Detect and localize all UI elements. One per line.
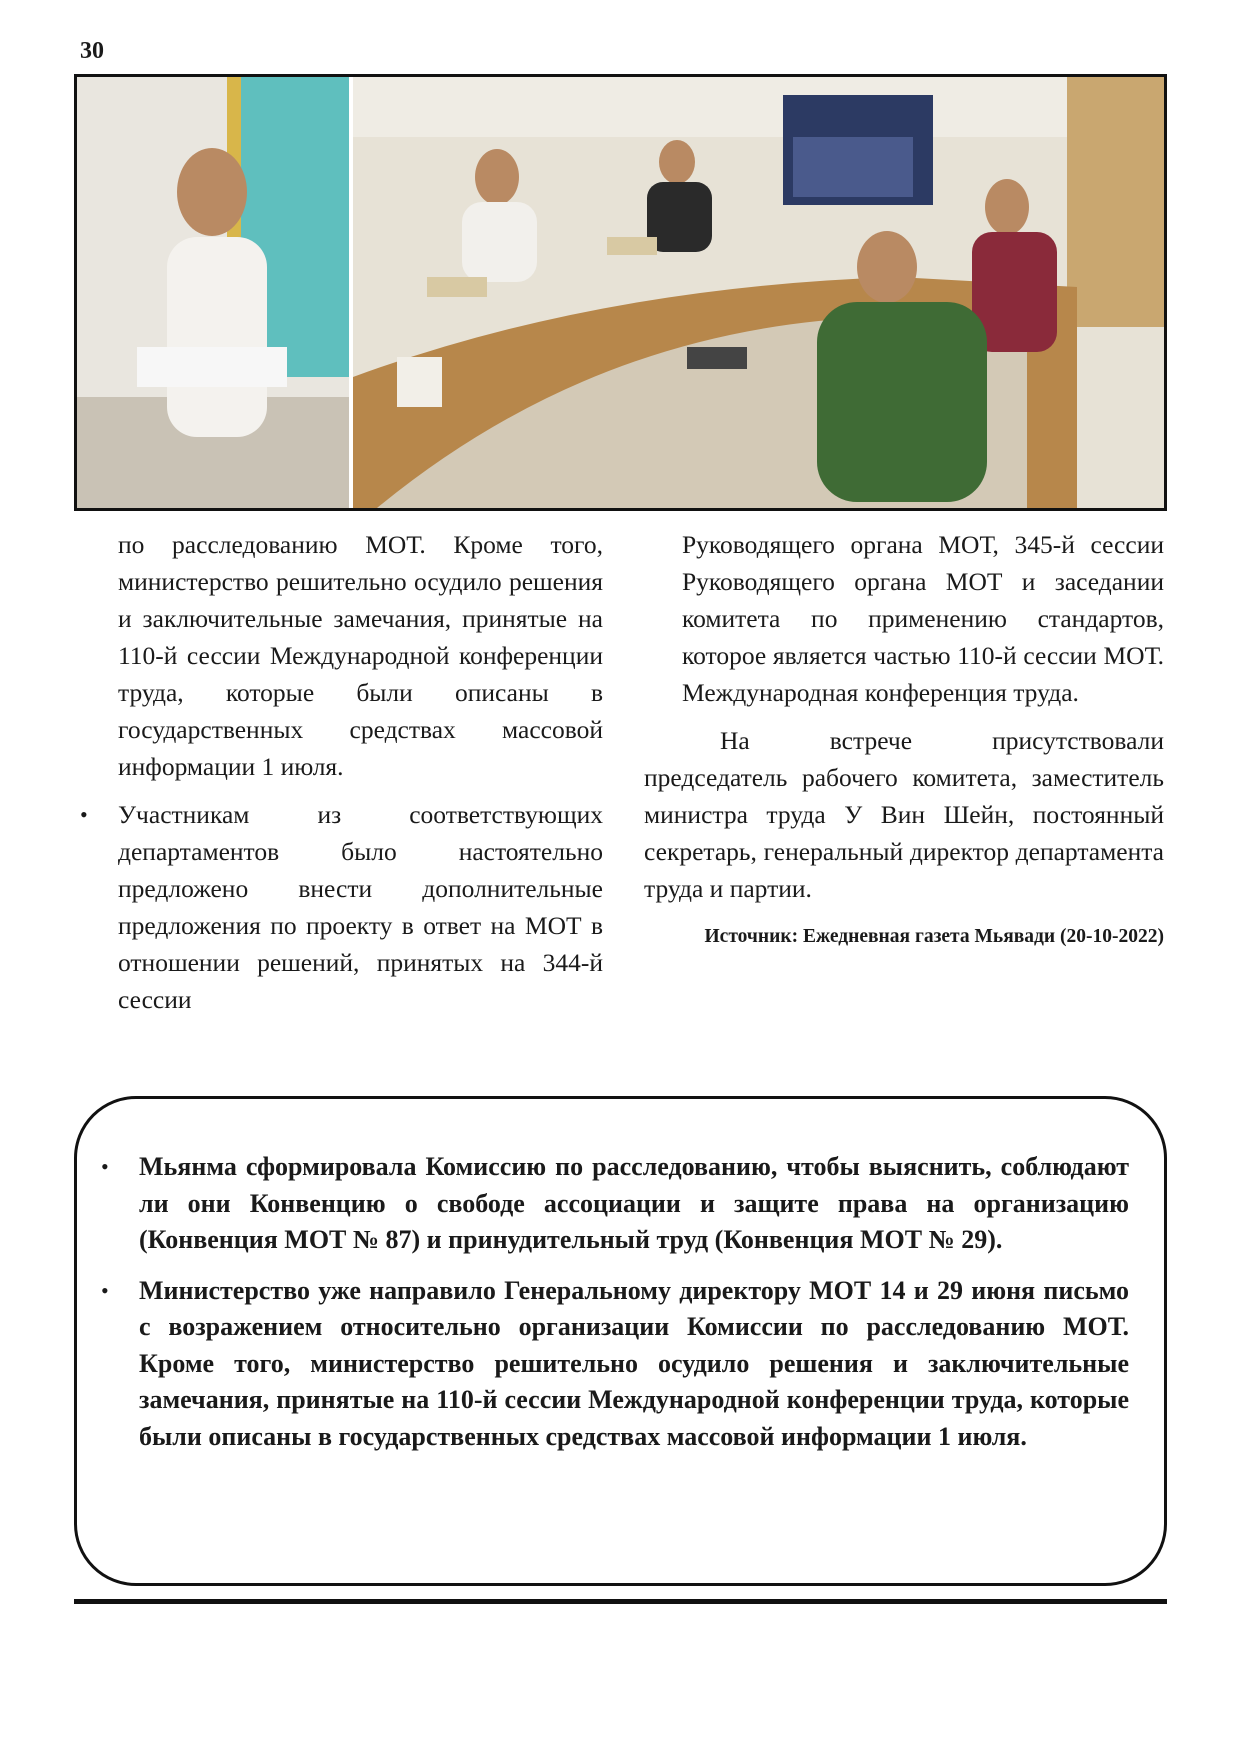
- page-number: 30: [80, 38, 104, 64]
- left-bullet-text: Участникам из соответствующих департаментов было настоятельно предложено внести дополнительные предложения по проекту в ответ на МОТ в отношении решений, принятых на 344-й сессии: [118, 800, 603, 1014]
- summary-item-text: Министерство уже направило Генеральному директору МОТ 14 и 29 июня письмо с возражением относительно организации Комиссии по расследованию МОТ. Кроме того, министерство решительно осудило решения и заключительные замечания, принятые на 110-й сессии Международной конференции труда, которые были описаны в государственных средствах массовой информации 1 июля.: [139, 1275, 1129, 1451]
- summary-list: [101, 1149, 1129, 1469]
- summary-box: [74, 1096, 1167, 1586]
- meeting-photo: [74, 74, 1167, 511]
- left-column: [80, 526, 603, 1029]
- summary-item-text: Мьянма сформировала Комиссию по расследованию, чтобы выяснить, соблюдают ли они Конвенцию о свободе ассоциации и защите права на организацию (Конвенция МОТ № 87) и принудительный труд (Конвенция МОТ № 29).: [139, 1152, 1129, 1254]
- bullet-icon: •: [80, 802, 88, 827]
- summary-item: [101, 1149, 1129, 1259]
- left-bullet-item: [80, 796, 603, 1018]
- right-column: [644, 526, 1164, 955]
- right-paragraph-attendees: На встрече присутствовали председатель рабочего комитета, заместитель министра труда У Вин Шейн, постоянный секретарь, генеральный директор департамента труда и партии.: [644, 726, 1164, 903]
- bottom-divider: [74, 1599, 1167, 1604]
- bullet-icon: •: [101, 1277, 109, 1303]
- meeting-photo-icon: [77, 77, 1164, 508]
- summary-item: [101, 1273, 1129, 1456]
- bullet-icon: •: [101, 1154, 109, 1179]
- source-citation: Источник: Ежедневная газета Мьявади (20-10-2022): [704, 926, 1164, 947]
- left-paragraph: по расследованию МОТ. Кроме того, министерство решительно осудило решения и заключительные замечания, принятые на 110-й сессии Международной конференции труда, которые были описаны в государственных средствах массовой информации 1 июля.: [118, 530, 603, 781]
- right-paragraph-continued: Руководящего органа МОТ, 345-й сессии Руководящего органа МОТ и заседании комитета по применению стандартов, которое является частью 110-й сессии МОТ. Международная конференция труда.: [682, 530, 1164, 707]
